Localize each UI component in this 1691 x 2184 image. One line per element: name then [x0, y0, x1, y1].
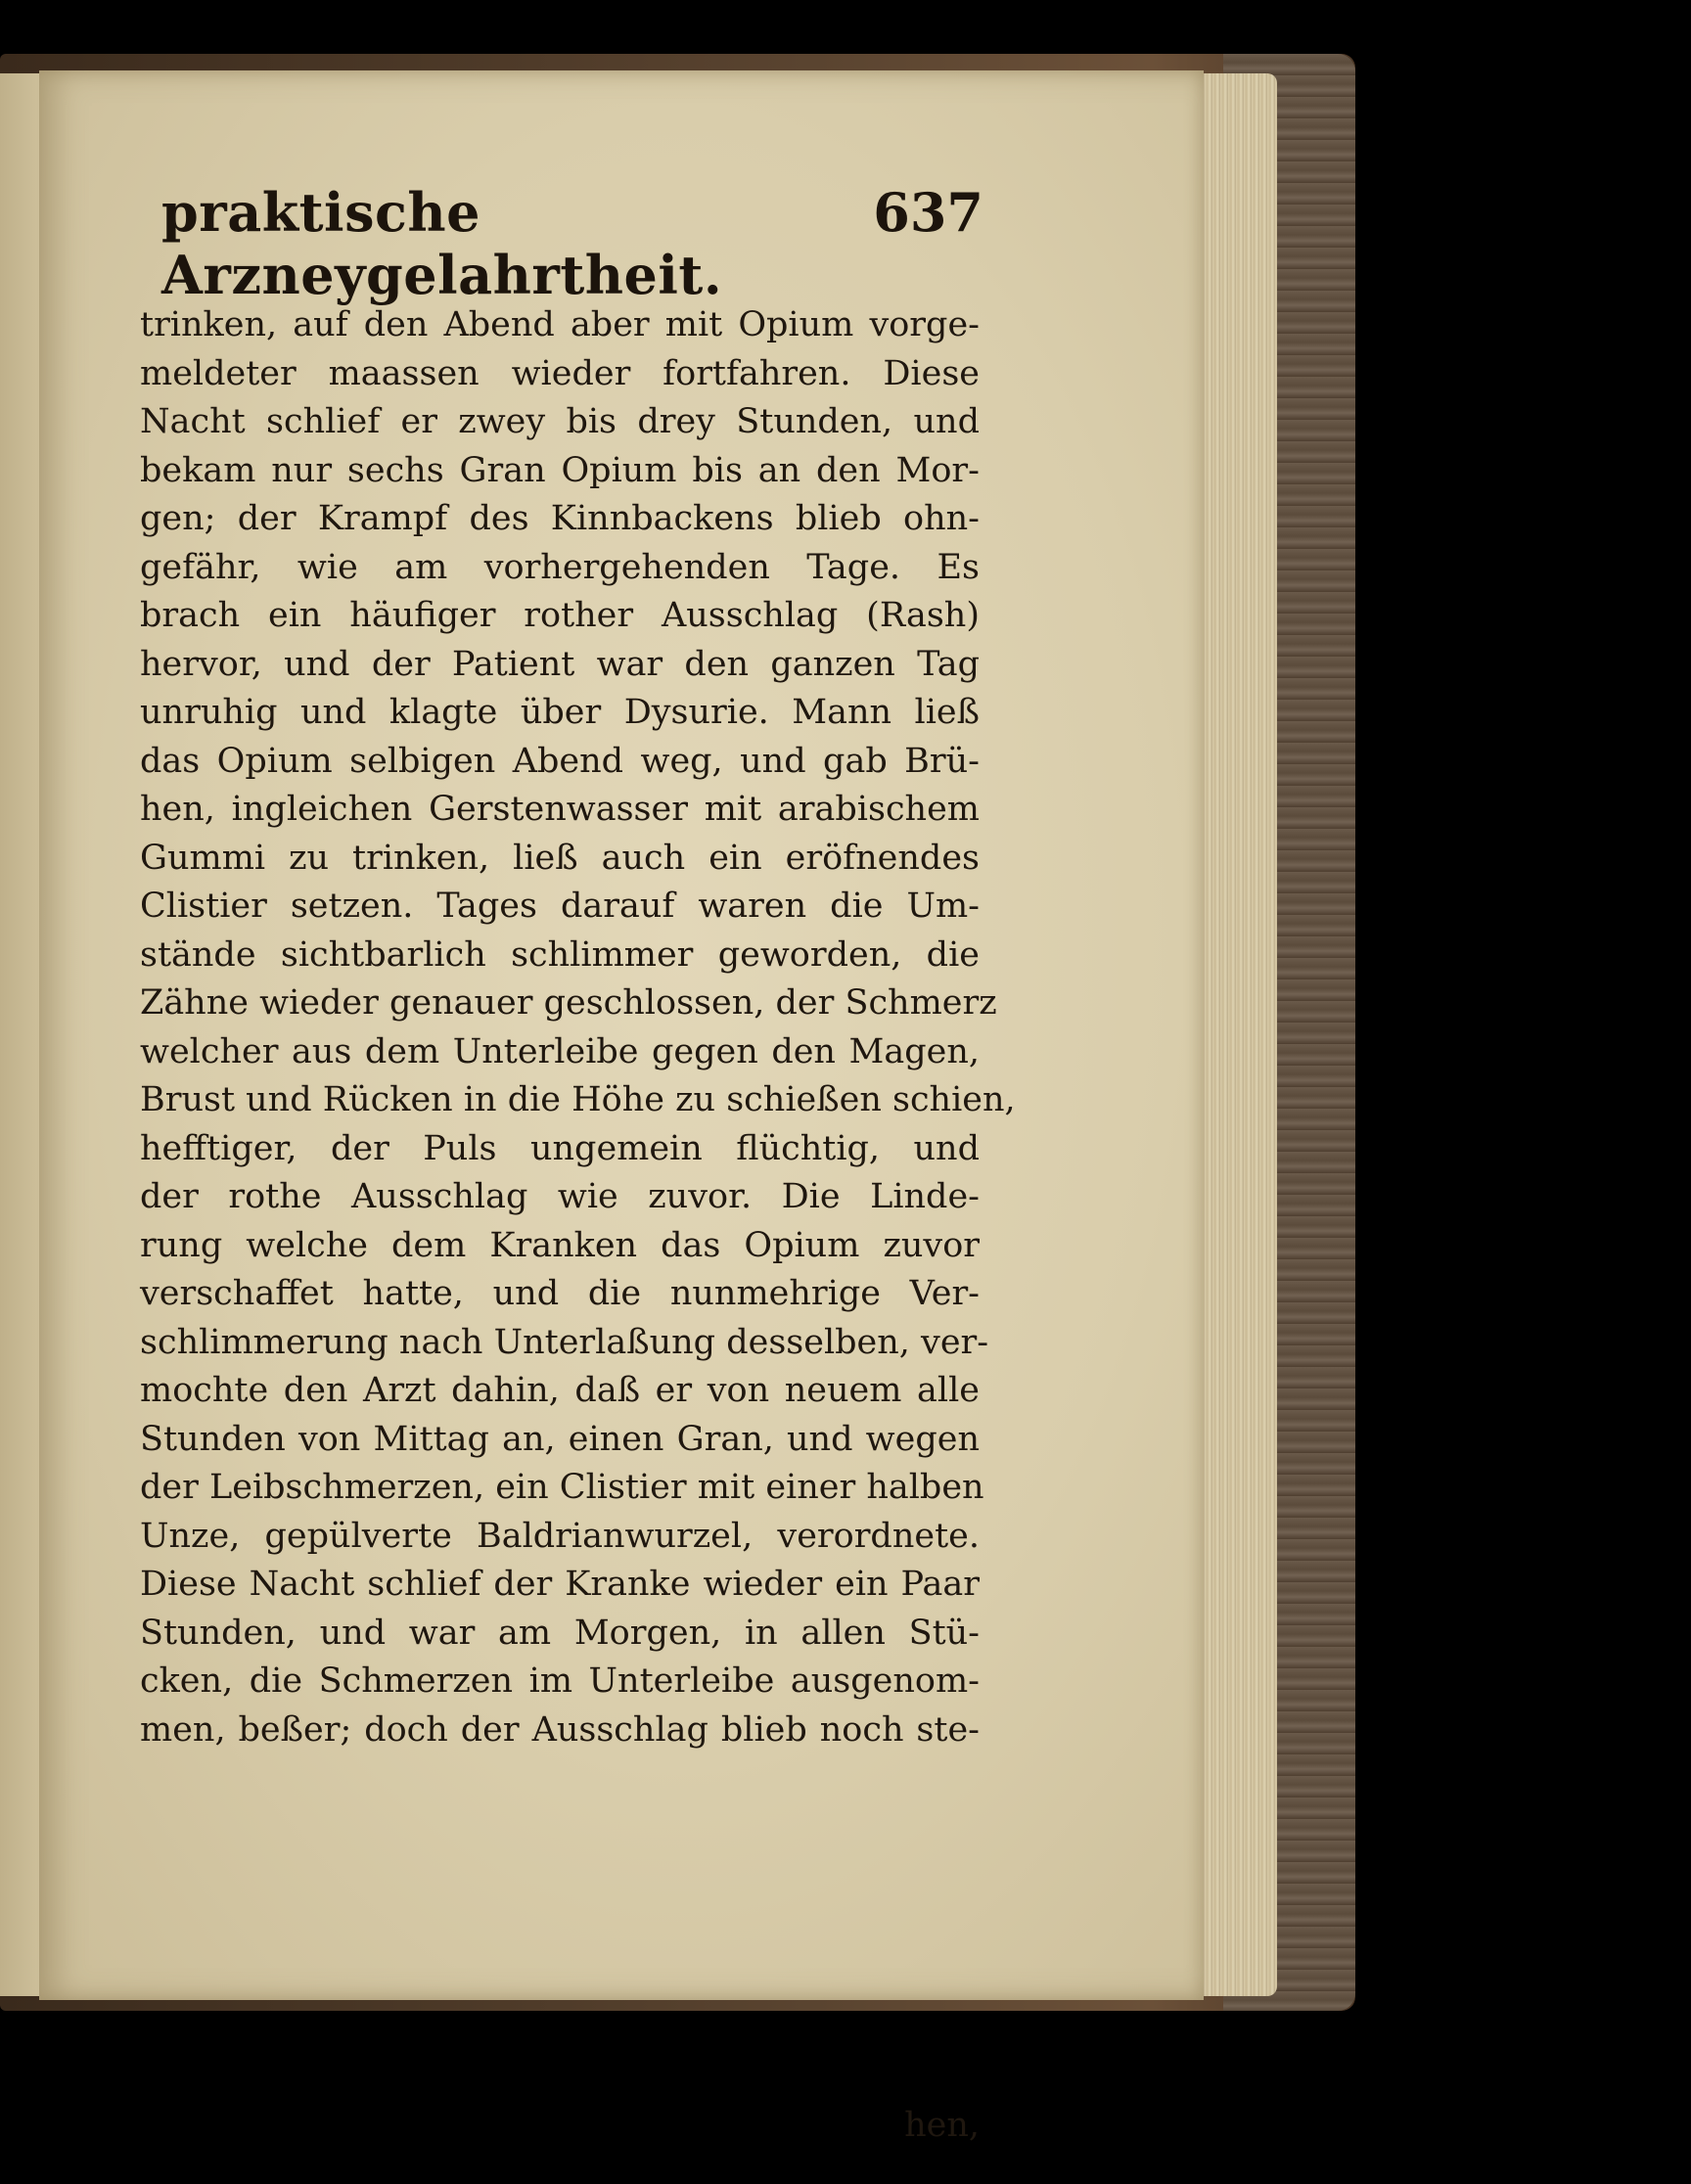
text-line: Brust und Rücken in die Höhe zu schießen schien,	[140, 1080, 1016, 1119]
text-line: brach ein häufiger rother Ausschlag (Rash)	[140, 596, 980, 635]
text-line: meldeter maassen wieder fortfahren. Diese	[140, 353, 980, 393]
text-line: Stunden, und war am Morgen, in allen Stü-	[140, 1613, 980, 1653]
text-line: hervor, und der Patient war den ganzen Tag	[140, 644, 980, 684]
text-line: hen, ingleichen Gerstenwasser mit arabischem	[140, 790, 980, 829]
facing-page-edge	[0, 73, 39, 1996]
text-line: verschaffet hatte, und die nunmehrige Ver-	[140, 1274, 980, 1313]
text-line: Gummi zu trinken, ließ auch ein eröfnendes	[140, 838, 980, 878]
text-line: schlimmerung nach Unterlaßung desselben, ver-	[140, 1322, 989, 1362]
text-line: Zähne wieder genauer geschlossen, der Schmerz	[140, 983, 997, 1023]
page-number: 637	[873, 181, 983, 244]
text-line: Nacht schlief er zwey bis drey Stunden, und	[140, 402, 980, 441]
page-header	[161, 181, 983, 306]
text-line: Clistier setzen. Tages darauf waren die Um-	[140, 887, 980, 926]
body-text	[140, 301, 1016, 1754]
text-line: der Leibschmerzen, ein Clistier mit einer halben	[140, 1468, 984, 1507]
running-title: praktische Arzneygelahrtheit.	[161, 181, 723, 306]
catchword: hen,	[904, 2106, 980, 2145]
text-line: cken, die Schmerzen im Unterleibe ausgenom-	[140, 1661, 980, 1701]
text-line: mochte den Arzt dahin, daß er von neuem alle	[140, 1371, 980, 1410]
text-line: men, beßer; doch der Ausschlag blieb noch ste-	[140, 1709, 980, 1750]
text-line: unruhig und klagte über Dysurie. Mann ließ	[140, 693, 980, 732]
text-line: das Opium selbigen Abend weg, und gab Brü-	[140, 741, 980, 781]
text-line: Diese Nacht schlief der Kranke wieder ein Paar	[140, 1565, 980, 1604]
text-line: trinken, auf den Abend aber mit Opium vorge-	[140, 305, 980, 344]
text-line: rung welche dem Kranken das Opium zuvor	[140, 1225, 980, 1265]
text-line: Unze, gepülverte Baldrianwurzel, verordnete.	[140, 1516, 980, 1556]
text-line: Stunden von Mittag an, einen Gran, und wegen	[140, 1419, 980, 1459]
text-line: welcher aus dem Unterleibe gegen den Magen,	[140, 1031, 980, 1071]
text-line: hefftiger, der Puls ungemein flüchtig, und	[140, 1128, 980, 1168]
text-line: bekam nur sechs Gran Opium bis an den Mor-	[140, 450, 980, 490]
text-line: gefähr, wie am vorhergehenden Tage. Es	[140, 547, 980, 587]
text-line: der rothe Ausschlag wie zuvor. Die Linde-	[140, 1177, 980, 1216]
text-line: gen; der Krampf des Kinnbackens blieb ohn-	[140, 499, 980, 538]
text-line: stände sichtbarlich schlimmer geworden, die	[140, 934, 980, 975]
